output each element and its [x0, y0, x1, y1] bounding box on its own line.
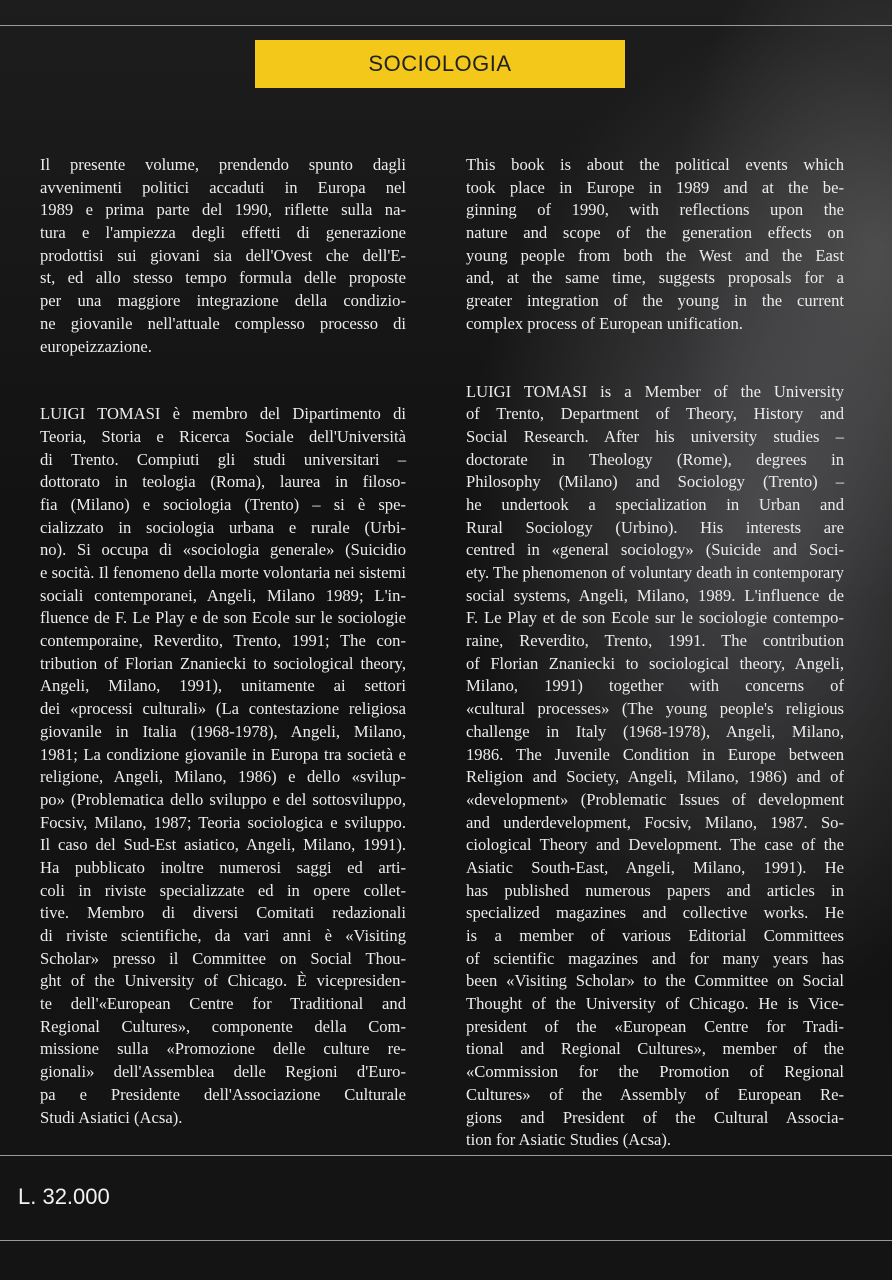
text-line: raine, Reverdito, Trento, 1991. The contribution — [466, 631, 844, 651]
text-line: ginning of 1990, with reflections upon the — [466, 200, 844, 220]
text-line: Milano, 1991) together with concerns of — [466, 676, 844, 696]
text-line: of Florian Znaniecki to sociological theory, Angeli, — [466, 653, 844, 673]
text-line: Social Research. After his university studies – — [466, 426, 844, 446]
text-line: F. Le Play et de son Ecole sur le sociologie contempo- — [466, 608, 844, 628]
text-line: no). Si occupa di «sociologia generale» (Suicidio — [40, 540, 406, 560]
text-line: has published numerous papers and articles in — [466, 880, 844, 900]
text-line: contemporaine, Reverdito, Trento, 1991; The con- — [40, 631, 406, 651]
text-line: is a member of various Editorial Committees — [466, 926, 844, 945]
price-label: L. 32.000 — [18, 1184, 110, 1209]
english-author-bio-paragraph — [466, 381, 844, 1152]
text-line: Ha pubblicato inoltre numerosi saggi ed arti- — [40, 857, 406, 877]
text-line: Focsiv, Milano, 1987; Teoria sociologica e sviluppo. — [40, 812, 406, 832]
text-line: social systems, Angeli, Milano, 1989. L'influence de — [466, 585, 844, 605]
text-line: This book is about the political events which — [466, 155, 844, 174]
text-line: 1986. The Juvenile Condition in Europe between — [466, 744, 844, 764]
text-line: Cultures» of the Assembly of European Re- — [466, 1084, 844, 1104]
text-line: president of the «European Centre for Tradi- — [466, 1016, 844, 1036]
text-line: per una maggiore integrazione della condizio- — [40, 291, 406, 311]
text-line: religione, Angeli, Milano, 1986) e dello «svilup- — [40, 767, 406, 787]
category-label: SOCIOLOGIA — [368, 51, 512, 76]
text-line: Philosophy (Milano) and Sociology (Trento) – — [466, 472, 844, 492]
text-line: Regional Cultures», componente della Com- — [40, 1016, 406, 1036]
text-line: ety. The phenomenon of voluntary death in contemporary — [466, 563, 845, 582]
text-line: ne giovanile nell'attuale complesso processo di — [40, 313, 406, 333]
text-line: «development» (Problematic Issues of development — [466, 789, 844, 809]
text-line: di riviste scientifiche, da vari anni è «Visiting — [40, 926, 406, 945]
text-line: dei «processi culturali» (La contestazione religiosa — [40, 699, 406, 719]
text-line: tribution of Florian Znaniecki to sociological theory, — [40, 653, 406, 673]
english-text-column — [466, 154, 844, 1152]
text-line: greater integration of the young in the current — [466, 291, 844, 311]
text-line: 1981; La condizione giovanile in Europa tra società e — [40, 744, 406, 764]
text-line: centred in «general sociology» (Suicide and Soci- — [466, 540, 844, 560]
text-line: and, at the same time, suggests proposals for a — [466, 268, 844, 288]
text-line: took place in Europe in 1989 and at the be- — [466, 177, 844, 197]
text-line: missione sulla «Promozione delle culture re- — [40, 1039, 406, 1059]
text-line: complex process of European unification. — [466, 313, 743, 333]
text-line: di Trento. Compiuti gli studi universitari – — [40, 449, 406, 469]
text-line: Asiatic South-East, Angeli, Milano, 1991). He — [466, 857, 844, 877]
italian-text-column — [40, 154, 406, 1129]
text-line: Il caso del Sud-Est asiatico, Angeli, Milano, 1991). — [40, 835, 406, 855]
text-line: and underdevelopment, Focsiv, Milano, 1987. So- — [466, 812, 844, 832]
text-line: of scientific magazines and for many years has — [466, 948, 844, 968]
text-line: sociali contemporanei, Angeli, Milano 1989; L'in- — [40, 585, 406, 605]
text-line: been «Visiting Scholar» to the Committee on Social — [466, 971, 844, 991]
text-line: «cultural processes» (The young people's religious — [466, 699, 844, 719]
text-line: tion for Asiatic Studies (Acsa). — [466, 1130, 672, 1150]
english-summary-paragraph — [466, 154, 844, 336]
text-line: po» (Problematica dello sviluppo e del sottosviluppo, — [40, 789, 406, 809]
text-line: gions and President of the Cultural Associa- — [466, 1107, 844, 1127]
text-line: gionali» dell'Assemblea delle Regioni d'Euro- — [40, 1062, 406, 1082]
text-line: dottorato in teologia (Roma), laurea in filoso- — [40, 472, 406, 492]
text-line: europeizzazione. — [40, 336, 152, 356]
text-line: Il presente volume, prendendo spunto dagli — [40, 155, 406, 174]
text-line: Studi Asiatici (Acsa). — [40, 1107, 183, 1127]
text-line: cializzato in sociologia urbana e rurale (Urbi- — [40, 517, 406, 537]
text-line: coli in riviste specializzate ed in opere collet- — [40, 880, 406, 900]
text-line: young people from both the West and the East — [466, 245, 844, 265]
bottom-rule-lower — [0, 1240, 892, 1241]
text-line: pa e Presidente dell'Associazione Culturale — [40, 1084, 406, 1104]
text-line: tura e l'ampiezza degli effetti di generazione — [40, 223, 406, 243]
text-line: tive. Membro di diversi Comitati redazionali — [40, 903, 406, 923]
text-line: LUIGI TOMASI is a Member of the University — [466, 381, 844, 401]
text-line: Scholar» presso il Committee on Social Thou- — [40, 948, 406, 968]
text-line: Teoria, Storia e Ricerca Sociale dell'Università — [40, 426, 406, 446]
text-line: ght of the University of Chicago. È vicepresiden- — [40, 971, 406, 991]
text-line: avvenimenti politici accaduti in Europa nel — [40, 177, 406, 197]
text-line: Rural Sociology (Urbino). His interests are — [466, 517, 844, 537]
text-line: tional and Regional Cultures», member of the — [466, 1039, 844, 1059]
text-line: of Trento, Department of Theory, History and — [466, 404, 844, 424]
text-line: st, ed allo stesso tempo formula delle proposte — [40, 268, 406, 288]
text-line: fia (Milano) e sociologia (Trento) – si è spe- — [40, 494, 406, 514]
text-line: Religion and Society, Angeli, Milano, 1986) and of — [466, 767, 844, 787]
text-line: prodottisi sui giovani sia dell'Ovest che dell'E- — [40, 245, 406, 265]
text-line: ciological Theory and Development. The case of the — [466, 835, 844, 855]
text-line: nature and scope of the generation effects on — [466, 223, 844, 243]
text-line: te dell'«European Centre for Traditional and — [40, 994, 406, 1014]
category-banner — [255, 40, 625, 88]
top-rule — [0, 25, 892, 26]
text-line: 1989 e prima parte del 1990, riflette sulla na- — [40, 200, 406, 220]
text-line: doctorate in Theology (Rome), degrees in — [466, 449, 844, 469]
italian-summary-paragraph — [40, 154, 406, 358]
text-line: Angeli, Milano, 1991), unitamente ai settori — [40, 676, 406, 696]
text-line: specialized magazines and collective works. He — [466, 903, 844, 923]
text-line: Thought of the University of Chicago. He is Vice- — [466, 994, 844, 1014]
text-line: giovanile in Italia (1968-1978), Angeli, Milano, — [40, 721, 406, 741]
text-line: challenge in Italy (1968-1978), Angeli, Milano, — [466, 721, 844, 741]
bottom-rule-upper — [0, 1155, 892, 1156]
text-line: fluence de F. Le Play e de son Ecole sur le sociologie — [40, 608, 406, 628]
text-line: LUIGI TOMASI è membro del Dipartimento di — [40, 404, 406, 424]
italian-author-bio-paragraph — [40, 403, 406, 1129]
text-line: he undertook a specialization in Urban and — [466, 494, 844, 514]
text-line: «Commission for the Promotion of Regional — [466, 1062, 844, 1082]
text-line: e socità. Il fenomeno della morte volontaria nei sistemi — [40, 563, 406, 582]
